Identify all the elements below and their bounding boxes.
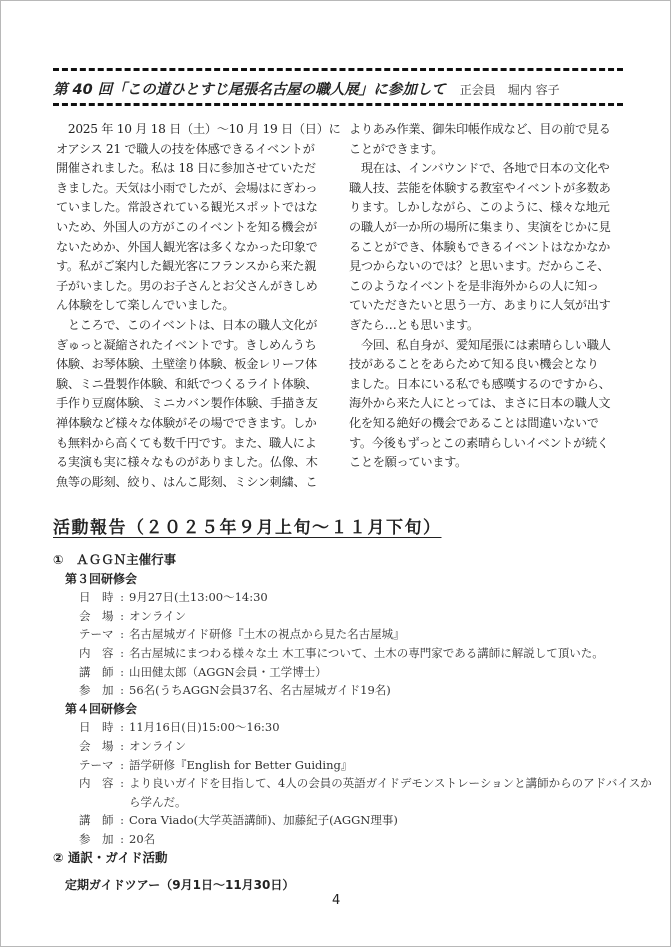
article-text-line: ました。日本にいる私でも感嘆するのですから、: [349, 376, 611, 391]
article-text-line: 開催されました。私は 18 日に参加させていただ: [56, 161, 316, 176]
article-column-right: [349, 120, 631, 473]
colon: :: [120, 627, 124, 642]
colon: :: [120, 757, 124, 772]
detail-label: 内 容: [79, 645, 114, 660]
article-text-line: 験、ミニ畳製作体験、和紙でつくるライト体験、: [56, 376, 318, 391]
article-text-line: 見つからないのでは？と思います。だからこそ、: [349, 259, 610, 274]
detail-row: [79, 756, 653, 775]
article-text-line: このようなイベントを是非海外からの人に知っ: [349, 278, 599, 293]
article-text-line: す。私がご案内した観光客にフランスから来た親: [56, 259, 317, 274]
article-author: 正会員 堀内 容子: [459, 83, 560, 97]
detail-label: 日 時: [79, 590, 114, 605]
article-text-line: る実演も実に様々なものがありました。仏像、木: [56, 455, 318, 470]
detail-label: テーマ: [79, 757, 114, 772]
detail-value: オンライン: [129, 608, 187, 623]
section-heading-aggn-events: ① ＡＧＧＮ主催行事: [53, 552, 177, 567]
colon: :: [120, 664, 124, 679]
section-heading-guide-activities: ② 通訳・ガイド活動: [53, 849, 168, 865]
article-column-left: [56, 120, 341, 492]
article-text-line: ぎゅっと凝縮されたイベントです。きしめんうち: [56, 337, 317, 352]
regular-guide-tour-heading: 定期ガイドツアー（9月1日～11月30日）: [65, 878, 295, 893]
article-text-line: 手作り豆腐体験、ミニカバン製作体験、手描き友: [56, 396, 318, 411]
article-text-line: よりあみ作業、御朱印帳作成など、目の前で見る: [349, 122, 611, 136]
colon: :: [120, 831, 124, 846]
detail-row: [79, 644, 653, 663]
detail-value: 20名: [129, 831, 156, 846]
detail-label: 参 加: [79, 831, 114, 846]
article-text-line: の職人が一か所の場所に集まり、実演をじかに見: [349, 219, 611, 234]
detail-label: テーマ: [79, 627, 114, 642]
detail-row: [79, 830, 653, 849]
detail-row: [79, 625, 653, 644]
dashed-divider-top: [53, 68, 623, 71]
detail-label: 講 師: [79, 813, 114, 828]
detail-row: [79, 811, 653, 830]
colon: :: [120, 813, 124, 828]
article-text-line: 現在は、インバウンドで、各地で日本の文化や: [349, 161, 610, 176]
article-text-line: す。今後もずっとこの素晴らしいイベントが続く: [349, 435, 609, 450]
colon: :: [120, 608, 124, 623]
detail-row: [79, 663, 653, 682]
article-text-line: 禅体験など様々な体験がその場でできます。しか: [56, 415, 317, 430]
detail-value: 語学研修『English for Better Guiding』: [129, 757, 353, 772]
article-text-line: きました。天気は小雨でしたが、会場はにぎわっ: [56, 180, 318, 195]
article-text-line: ところで、このイベントは、日本の職人文化が: [56, 317, 318, 332]
colon: :: [120, 720, 124, 735]
article-text-line: ていました。常設されている観光スポットではな: [56, 200, 318, 215]
article-text-line: ことができます。: [349, 141, 444, 156]
colon: :: [120, 776, 124, 791]
detail-label: 内 容: [79, 776, 114, 791]
detail-row: [79, 718, 653, 737]
dashed-divider-bottom: [53, 103, 623, 106]
activity-list: [53, 551, 653, 895]
article-text-line: 体験、お琴体験、土壁塗り体験、板金レリーフ体: [56, 357, 317, 372]
article-text-line: 海外から来た人にとっては、まさに日本の職人文: [349, 396, 611, 411]
detail-label: 講 師: [79, 664, 114, 679]
article-text-line: 職人技、芸能を体験する教室やイベントが多数あ: [349, 180, 611, 195]
seminar-3-title: 第３回研修会: [65, 571, 138, 586]
colon: :: [120, 683, 124, 698]
detail-label: 会 場: [79, 738, 114, 753]
detail-value: 山田健太郎（AGGN会員・工学博士）: [129, 664, 327, 679]
colon: :: [120, 738, 124, 753]
detail-row: [79, 607, 653, 626]
article-title: 第 40 回「この道ひとすじ尾張名古屋の職人展」に参加して: [53, 82, 446, 98]
article-text-line: 化を知る絶好の機会であることは間違いないで: [349, 415, 599, 430]
detail-row: [79, 681, 653, 700]
article-text-line: ります。しかしながら、このように、様々な地元: [349, 200, 610, 215]
article-text-line: ぎたら…とも思います。: [349, 317, 479, 332]
detail-value: 9月27日(土13:00～14:30: [129, 590, 268, 605]
seminar-4-details: [53, 718, 653, 848]
article-text-line: ることができ、体験もできるイベントはなかなか: [349, 239, 611, 254]
colon: :: [120, 645, 124, 660]
detail-value: 名古屋城ガイド研修『土木の視点から見た名古屋城』: [129, 627, 405, 642]
colon: :: [120, 590, 124, 605]
article-header: [53, 78, 643, 99]
detail-label: 会 場: [79, 608, 114, 623]
article-text-line: ことを願っています。: [349, 455, 467, 470]
article-text-line: 2025 年 10 月 18 日（土）～10 月 19 日（日）に: [56, 122, 341, 136]
article-text-line: 子がいました。男のお子さんとお父さんがきしめ: [56, 278, 318, 293]
article-text-line: 魚等の彫刻、絞り、はんこ彫刻、ミシン刺繍、こ: [56, 474, 318, 489]
detail-value: 11月16日(日)15:00～16:30: [129, 720, 280, 735]
detail-row: [79, 774, 653, 811]
article-text-line: 技があることをあらためて知る良い機会となり: [349, 357, 599, 372]
detail-value: 56名(うちAGGN会員37名、名古屋城ガイド19名): [129, 683, 391, 698]
detail-value: より良いガイドを目指して、4人の会員の英語ガイドデモンストレーションと講師からのアドバイスから学んだ。: [129, 776, 652, 809]
article-text-line: も無料から高くても数千円です。また、職人によ: [56, 435, 317, 450]
detail-value: Cora Viado(大学英語講師)、加藤紀子(AGGN理事): [129, 813, 398, 828]
page-number: 4: [332, 893, 341, 908]
seminar-4-title: 第４回研修会: [65, 701, 138, 716]
detail-value: 名古屋城にまつわる様々な土 木工事について、土木の専門家である講師に解説して頂いた。: [129, 645, 604, 660]
article-text-line: オアシス 21 で職人の技を体感できるイベントが: [56, 141, 315, 156]
detail-label: 日 時: [79, 720, 114, 735]
article-text-line: いため、外国人の方がこのイベントを知る機会が: [56, 219, 318, 234]
article-text-line: ん体験をして楽しんでいました。: [56, 298, 235, 313]
detail-row: [79, 588, 653, 607]
article-text-line: ないためか、外国人観光客は多くなかった印象で: [56, 239, 318, 254]
article-text-line: 今回、私自身が、愛知尾張には素晴らしい職人: [349, 337, 611, 352]
activity-report-title: 活動報告（２０２５年９月上旬～１１月下旬）: [53, 518, 442, 538]
seminar-3-details: [53, 588, 653, 700]
detail-row: [79, 737, 653, 756]
detail-value: オンライン: [129, 738, 187, 753]
article-text-line: ていただきたいと思う一方、あまりに人気が出す: [349, 298, 611, 313]
detail-label: 参 加: [79, 683, 114, 698]
